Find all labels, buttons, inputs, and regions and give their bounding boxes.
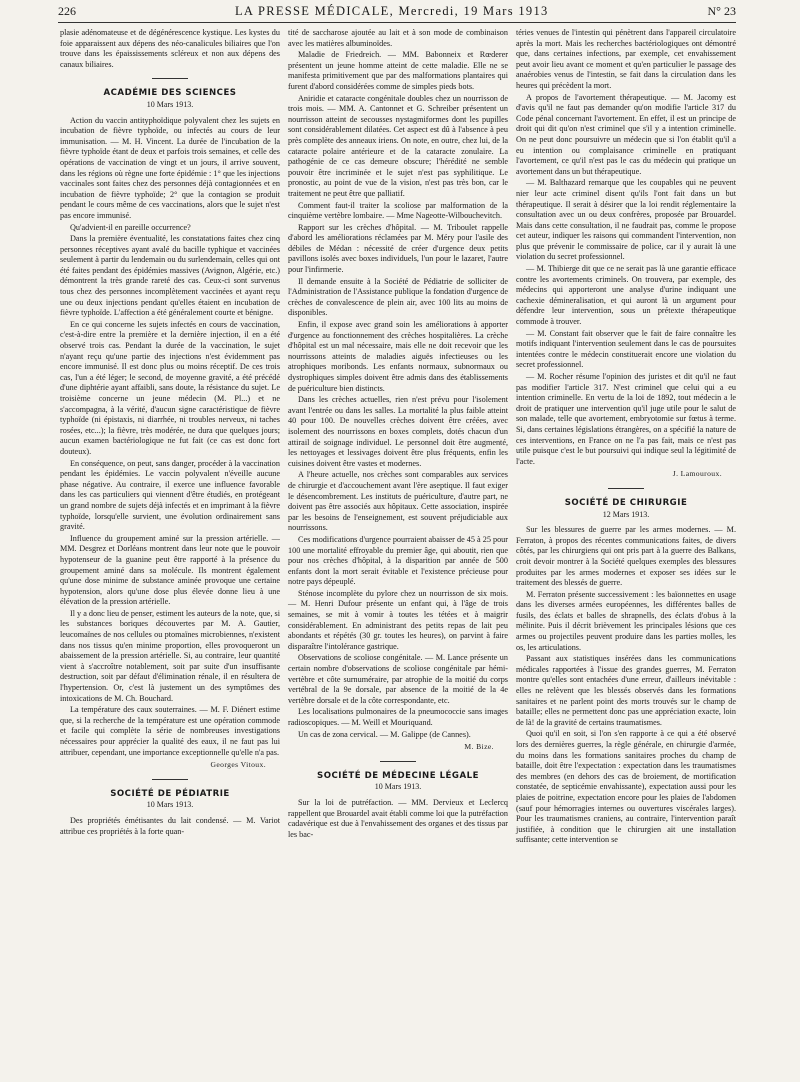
section-date: 10 Mars 1913.: [374, 782, 422, 792]
paragraph: — M. Balthazard remarque que les coupables qui ne peuvent nier leur acte criminel disent qu'ils l'ont fait dans un but thérapeutique. Il serait à désirer que la loi rendit réglementaire la consultation avec un ou deux confrères, proposée par Brouardel. Mais dans cette consultation, il ne faudrait pas, comme le propose cet auteur, indiquer les raisons qui commandent l'intervention, non plus que prévenir le commissaire de police, car il y aurait là une violation du secret professionnel.: [516, 178, 736, 262]
paragraph: Quoi qu'il en soit, si l'on s'en rapporte à ce qui a été observé lors des dernières guerres, la règle générale, en chirurgie d'armée, du moins dans les formations sanitaires proches du champ de bataille, doit être l'expectation : expectation dans les traumatismes des membres (en dehors des cas de broiement, de mortification constatée, de septicémie envahissante), expectation aussi pour les plaies de poitrine, expectation encore pour les plaies de l'abdomen (sauf pour hémorragies internes ou ouvertures viscérales larges). Pour les traumatismes craniens, au contraire, l'intervention paraît justifiée, à condition que le chirurgien ait une installation suffisante; cette intervention se: [516, 729, 736, 845]
paragraph: En ce qui concerne les sujets infectés en cours de vaccination, c'est-à-dire entre la première et la dernière injection, il en a été observé trois cas. Pendant la durée de la vaccination, le sujet n'ayant reçu qu'une partie des injections n'est évidemment pas encore immunisé. Il est donc plus ou moins réceptif. De ces trois cas, l'un a été léger; le second, de moyenne gravité, a été précédé d'une diphtérie ayant affaibli, sans doute, la résistance du sujet. Le troisième concerne un jeune médecin (M. Pl...) et ne s'accompagna, à la vérité, d'aucun signe caractéristique de fièvre typhoïde (ni épistaxis, ni diarrhée, ni troubles nerveux, ni taches rosées, etc...); la fièvre, très modérée, ne dura que quelques jours; aucun examen bactériologique ne fut fait (ce cas est donc fort douteux).: [60, 319, 280, 456]
page-number: 226: [58, 4, 76, 18]
page-header: [58, 0, 736, 23]
section-title: SOCIÉTÉ DE MÉDECINE LÉGALE: [317, 770, 479, 781]
paragraph: Action du vaccin antityphoïdique polyvalent chez les sujets en incubation de fièvre typhoïde, ou infectés au cours de leur immunisation. — M. H. Vincent. La durée de l'incubation de la fièvre typhoïde étant de deux et parfois trois semaines, et celle des opérations de vaccination de vingt et un jours, il arrive souvent, dans les régions où règne une forte épidémie : 1° que les injections vaccinales sont faites chez des personnes déjà contagionnées et en incubation de fièvre typhoïde; 2° que la contagion se produit pendant le cours même de ces vaccinations, alors que le sujet n'est pas encore immunisé.: [60, 115, 280, 220]
paragraph: Enfin, il expose avec grand soin les améliorations à apporter d'urgence au fonctionnement des crèches hospitalières. La crèche d'hôpital est un mal nécessaire, mais elle ne doit recevoir que les nourrissons atteints de maladies aiguës infectieuses ou les atrophiques moribonds. Les enfants normaux, subnormaux ou dystrophiques simples doivent être admis dans des établissements de puériculture bien distincts.: [288, 320, 508, 393]
section-title: SOCIÉTÉ DE PÉDIATRIE: [110, 788, 230, 799]
section-title: ACADÉMIE DES SCIENCES: [103, 88, 237, 99]
paragraph: Dans la première éventualité, les constatations faites chez cinq personnes réceptives ayant avalé du bacille typhique et vaccinées seulement à partir du lendemain ou du surlendemain, celles qui ont été faites pendant des épidémies massives (Avignon, Algérie, etc.) démontrent la très grande rareté des cas. Ceux-ci sont survenus tous chez des personnes incomplètement vaccinées et ayant reçu une ou deux injections pendant qu'elles étaient en incubation de fièvre typhoïde. L'affection a été généralement courte et bénigne.: [60, 234, 280, 318]
paragraph: Il y a donc lieu de penser, estiment les auteurs de la note, que, si les substances boriques découvertes par M. A. Gautier, leucomaïnes de nos cellules ou ptomaïnes microbiennes, n'existent dans nos tissus qu'en minime proportion, elles provoqueront un abaissement de la pression artérielle. Si, au contraire, leur quantité vient à s'accroître notablement, soit par suite d'un insuffisante destruction, soit par défaut d'élimination rénale, il en résultera de l'hypertension. Or, c'est là justement un des symptômes des intoxications de M. Ch. Bouchard.: [60, 608, 280, 703]
paragraph: Dans les crèches actuelles, rien n'est prévu pour l'isolement avant l'entrée ou dans les salles. La mortalité la plus faible atteint 40 pour 100. De nouvelles crèches doivent être créées, avec isolement des nourrissons en boxes complets, dotés chacun d'un attirail de soignage individuel. Le personnel doit être augmenté, les nettoyages et lessivages doivent être plus fréquents, enfin les cuisines doivent être vastes et modernes.: [288, 395, 508, 468]
author-signature: Georges Vitoux.: [210, 760, 266, 770]
paragraph: Observations de scoliose congénitale. — M. Lance présente un certain nombre d'observations de scoliose congénitale par hémi-vertèbre et côte surnuméraire, par atrophie de la moitié du corps vertébral de la 9e dorsale, par absence de la moitié de la 4e vertèbre dorsale et de la côte correspondante, etc.: [288, 653, 508, 705]
paragraph: Qu'advient-il en pareille occurrence?: [70, 222, 191, 232]
divider: [152, 78, 188, 79]
paragraph: En conséquence, on peut, sans danger, procéder à la vaccination pendant les épidémies. Le vaccin polyvalent n'éveille aucune phase négative. Au contraire, il exerce une influence favorable dans les cas particuliers qui viennent d'être étudiés, en protégeant un grand nombre de sujets déjà infectés et en imprimant à la fièvre typhoïde, lorsqu'elle survient, une évolution ordinairement sans gravité.: [60, 458, 280, 532]
paragraph: M. Ferraton présente successivement : les baïonnettes en usage dans les diverses armées européennes, les différentes balles de fusils, des éclats et balles de shrapnells, des éclats d'obus à la mélinite. Puis il décrit brièvement les principales lésions que ces armes ou projectiles peuvent produire dans les parties molles, les os, les articulations.: [516, 589, 736, 652]
divider: [152, 779, 188, 780]
paragraph: Des propriétés émétisantes du lait condensé. — M. Variot attribue ces propriétés à la forte quan-: [60, 815, 280, 836]
section-date: 10 Mars 1913.: [146, 800, 194, 810]
paragraph: Passant aux statistiques insérées dans les communications médicales rapportées à l'issue des grandes guerres, M. Ferraton montre qu'elles sont entachées d'une erreur, d'ailleurs inévitable : elles ne relèvent que les blessés observés dans les formations sanitaires et ne parlent point des morts trouvés sur le champ de bataille; elles ne permettent donc pas une appréciation exacte, loin de là! de la gravité de certains traumatismes.: [516, 654, 736, 727]
paragraph: Maladie de Friedreich. — MM. Babonneix et Rœderer présentent un jeune homme atteint de cette maladie. Elle ne se manifesta primitivement que par des malformations plantaires qui furent d'abord considérées comme de simples pieds bots.: [288, 50, 508, 91]
paragraph: Ces modifications d'urgence pourraient abaisser de 45 à 25 pour 100 une mortalité effroyable du premier âge, qui aboutit, rien que pour nos crèches d'hôpital, à la disparition par année de 500 enfants dont la mort serait évitable et l'existence précieuse pour notre pays dépeuplé.: [288, 534, 508, 587]
author-signature: J. Lamouroux.: [672, 469, 722, 479]
paragraph: Sténose incomplète du pylore chez un nourrisson de six mois. — M. Henri Dufour présente un enfant qui, à l'âge de trois semaines, se mit à vomir à toutes les tétées et à maigrir considérablement. En administrant des petits repas de lait peu abondants et répétés (30 gr. toutes les heures), on parvint à faire disparaître l'intolérance gastrique.: [288, 588, 508, 651]
paragraph: A propos de l'avortement thérapeutique. — M. Jacomy est d'avis qu'il ne faut pas demander qu'on modifie l'article 317 du Code pénal concernant l'avortement. En effet, il est un principe de droit qui dit qu'on n'est criminel que s'il y a intention criminelle. On ne peut donc poursuivre un médecin que si l'on établit qu'il a eu intention ou complaisance criminelle en pratiquant l'avortement, ce qu'il n'est pas le cas du médecin qui pratique un avortement dans un but thérapeutique.: [516, 92, 736, 176]
column-1: [60, 28, 280, 838]
paragraph: Sur la loi de putréfaction. — MM. Dervieux et Leclercq rappellent que Brouardel avait établi comme loi que la putréfaction cadavérique est due à l'envahissement des organes et des tissus par les bac-: [288, 797, 508, 839]
journal-title: LA PRESSE MÉDICALE, Mercredi, 19 Mars 1913: [234, 4, 549, 18]
author-signature: M. Bize.: [464, 742, 494, 752]
paragraph: — M. Thibierge dit que ce ne serait pas là une garantie efficace contre les avortements criminels. On trouvera, par exemple, des médecins qui apporteront une analyse d'urine indiquant une cachexie démineralisation, et qui auront là un argument pour défendre leur intervention, sous un prétexte thérapeutique commode à trouver.: [516, 264, 736, 327]
paragraph: Il demande ensuite à la Société de Pédiatrie de solliciter de l'Administration de l'Assistance publique la fondation d'urgence de crèches de convalescence de plein air, avec 100 lits au moins de disponibles.: [288, 276, 508, 318]
paragraph: téries venues de l'intestin qui pénètrent dans l'appareil circulatoire après la mort. Mais les recherches bactériologiques ont démontré que, dans certaines infections, par exemple, cet envahissement peut avoir lieu avant ce moment et qu'en particulier le passage des anaérobies venus de l'intestin, se fait dans la circulation dans les heures qui précèdent la mort.: [516, 28, 736, 90]
issue-number: N° 23: [707, 4, 736, 18]
paragraph: — M. Constant fait observer que le fait de faire connaître les motifs indiquant l'intervention seulement dans le cas de poursuites intentées contre le médecin constituerait encore une violation du secret professionnel.: [516, 328, 736, 370]
paragraph: La température des caux souterraines. — M. F. Diénert estime que, si la recherche de la température est une opération commode et facile qui complète la série de nombreuses investigations nécessaires pour apprécier la qualité des eaux, il ne faut pas lui attribuer, cependant, une importance exceptionnelle qu'elle n'a pas.: [60, 705, 280, 757]
paragraph: A l'heure actuelle, nos crèches sont comparables aux services de chirurgie et d'accouchement avant l'ère aseptique. Il faut exiger le désencombrement. Les instituts de puériculture, d'autre part, ne doivent pas être associés aux hôpitaux. Cette association, inspirée par les besoins de l'enseignement, est souvent préjudiciable aux nourrissons.: [288, 470, 508, 533]
section-date: 10 Mars 1913.: [146, 99, 194, 109]
paragraph: Rapport sur les crèches d'hôpital. — M. Triboulet rappelle d'abord les améliorations réclamées par M. Méry pour l'asile des débiles de Médan : nécessité de créer d'urgence deux petits pavillons isolés avec boxes individuels, l'un pour le lazaret, l'autre pour l'infirmerie.: [288, 222, 508, 275]
paragraph: plasie adénomateuse et de dégénérescence kystique. Les kystes du foie apparaissent aux dépens des néo-canalicules biliaires que l'on trouve dans les épaississements scléreux et non aux dépens des canaux biliaires.: [60, 28, 280, 69]
paragraph: Un cas de zona cervical. — M. Galippe (de Cannes).: [298, 729, 471, 739]
paragraph: — M. Rocher résume l'opinion des juristes et dit qu'il ne faut pas modifier l'article 317. N'est criminel que celui qui a eu intention criminelle. En vertu de la loi de 1892, tout médecin a le droit de pratiquer une intervention qu'il juge utile pour le salut de son malade, telle que avortement, embryotomie sur fœtus à terme. Si, dans certaines législations étrangères, on a spécifié la nature de ces interventions, en France on ne l'a pas fait, mais ce n'est pas utile puisque c'est le but poursuivi qui indique seul la légitimité de l'acte.: [516, 372, 736, 466]
paragraph: Les localisations pulmonaires de la pneumococcie sans images radioscopiques. — M. Weill et Mouriquand.: [288, 707, 508, 727]
paragraph: tité de saccharose ajoutée au lait et à son mode de combinaison avec les matières albuminoïdes.: [288, 28, 508, 48]
section-date: 12 Mars 1913.: [602, 509, 650, 519]
column-2: [288, 28, 508, 841]
paragraph: Influence du groupement aminé sur la pression artérielle. — MM. Desgrez et Dorléans montrent dans leur note que le pouvoir hypotenseur de la guanine peut être rapporté à la présence du groupement aminé dans sa molécule. Ils montrent également qu'une dose minime de substance aminée provoque une certaine hypotension, alors qu'une dose plus élevée donne lieu à une élévation de la pression artérielle.: [60, 533, 280, 607]
divider: [608, 488, 644, 489]
section-title: SOCIÉTÉ DE CHIRURGIE: [564, 497, 688, 508]
paragraph: Aniridie et cataracte congénitale doubles chez un nourrisson de trois mois. — MM. A. Cantonnet et G. Schreiber présentent un nourrisson atteint de secousses nystagmiformes dont les pupilles sont considérablement dilatées. Cet aspect est dû à l'absence à peu près complète des anneaux iriens. On note, en outre, chez lui, de la cataracte polaire antérieure et de la cataracte zonulaire. La pathogénie de ce cas demeure obscure; l'hérédité ne semble pouvoir être incriminée et le sujet n'est pas syphilitique. Le pronostic, au point de vue de la vision, n'est pas très bon, car le traitement ne peut être que palliatif.: [288, 93, 508, 198]
divider: [380, 761, 416, 762]
column-3: [516, 28, 736, 847]
paragraph: Comment faut-il traiter la scoliose par malformation de la cinquième vertèbre lombaire. — Mme Nageotte-Wilbouchevitch.: [288, 200, 508, 221]
paragraph: Sur les blessures de guerre par les armes modernes. — M. Ferraton, à propos des récentes communications faites, de divers côtés, par les chirurgiens qui ont pris part à la guerre des Balkans, croit devoir montrer à la Société quelques exemples des blessures produites par les armes modernes et exposer ses idées sur le traitement des blessés de guerre.: [516, 525, 736, 588]
